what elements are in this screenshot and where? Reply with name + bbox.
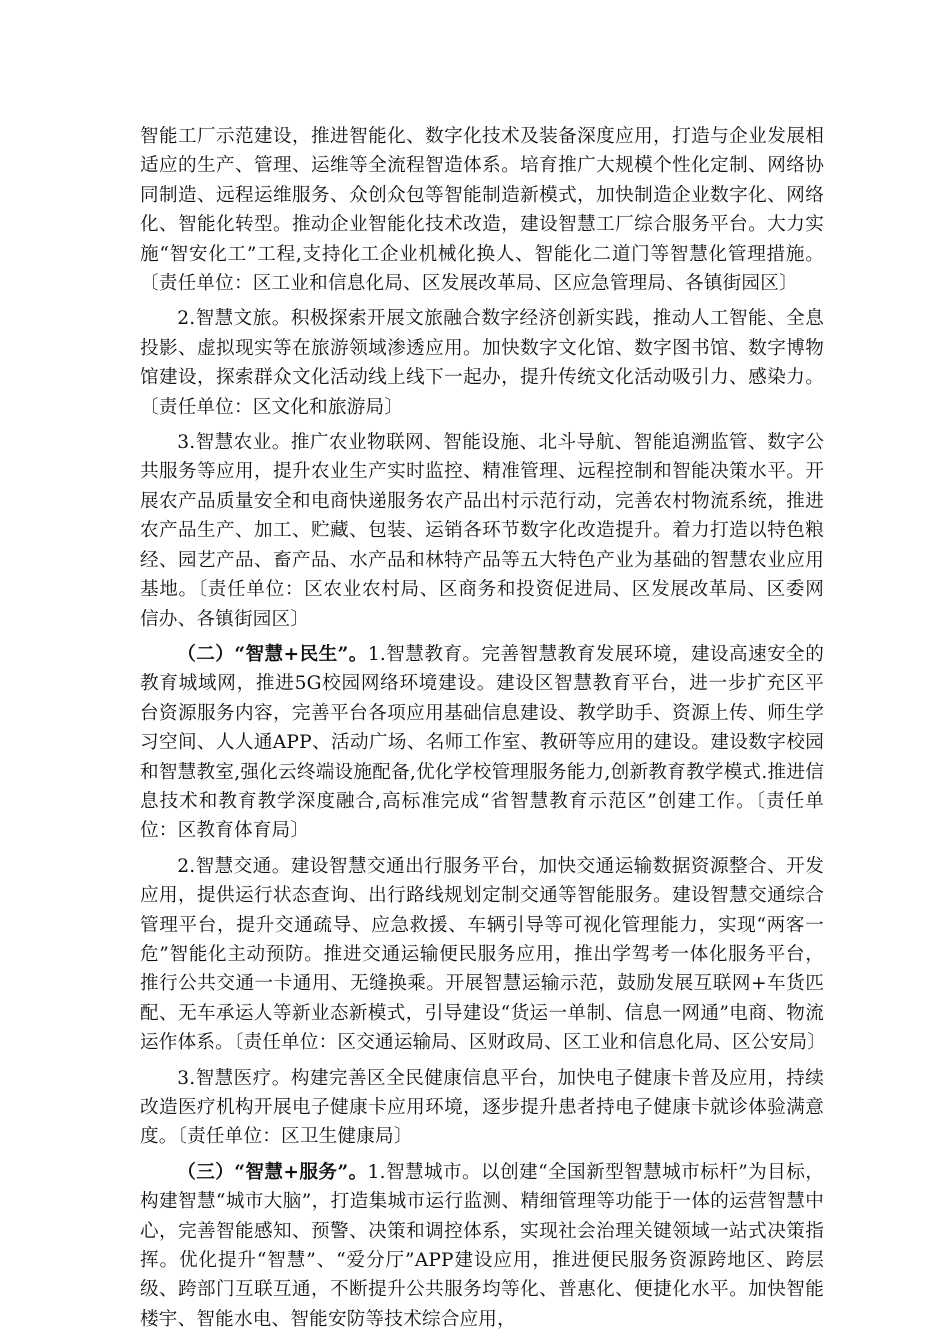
paragraph-text: 智能工厂示范建设，推进智能化、数字化技术及装备深度应用，打造与企业发展相适应的生产、管理、运维等全流程智造体系。培育推广大规模个性化定制、网络协同制造、远程运维服务、众创众包等智能制造新模式，加快制造企业数字化、网络化、智能化转型。推动企业智能化技术改造，建设智慧工厂综合服务平台。大力实施“智安化工”工程,支持化工企业机械化换人、智能化二道门等智慧化管理措施。〔责任单位：区工业和信息化局、区发展改革局、区应急管理局、各镇街园区〕 (140, 126, 824, 295)
paragraph-text: 3.智慧医疗。构建完善区全民健康信息平台，加快电子健康卡普及应用，持续改造医疗机构开展电子健康卡应用环境，逐步提升患者持电子健康卡就诊体验满意度。〔责任单位：区卫生健康局〕 (140, 1067, 824, 1148)
paragraph-text: 2.智慧交通。建设智慧交通出行服务平台，加快交通运输数据资源整合、开发应用，提供运行状态查询、出行路线规划定制交通等智能服务。建设智慧交通综合管理平台，提升交通疏导、应急救援、车辆引导等可视化管理能力，实现“两客一危”智能化主动预防。推进交通运输便民服务应用，推出学驾考一体化服务平台，推行公共交通一卡通用、无缝换乘。开展智慧运输示范，鼓励发展互联网+车货匹配、无车承运人等新业态新模式，引导建设“货运一单制、信息一网通”电商、物流运作体系。〔责任单位：区交通运输局、区财政局、区工业和信息化局、区公安局〕 (140, 855, 827, 1054)
paragraph-1 (140, 122, 824, 298)
paragraph-text: 2.智慧文旅。积极探索开展文旅融合数字经济创新实践，推动人工智能、全息投影、虚拟现实等在旅游领域渗透应用。加快数字文化馆、数字图书馆、数字博物馆建设，探索群众文化活动线上线下一起办，提升传统文化活动吸引力、感染力。〔责任单位：区文化和旅游局〕 (140, 308, 824, 418)
paragraph-text: 1.智慧城市。以创建“全国新型智慧城市标杆”为目标，构建智慧“城市大脑”，打造集城市运行监测、精细管理等功能于一体的运营智慧中心，完善智能感知、预警、决策和调控体系，实现社会治理关键领域一站式决策指挥。优化提升“智慧”、“爱分厅”APP建设应用，推进便民服务资源跨地区、跨层级、跨部门互联互通，不断提升公共服务均等化、普惠化、便捷化水平。加快智能楼宇、智能水电、智能安防等技术综合应用， (140, 1161, 825, 1330)
paragraph-7 (140, 1158, 824, 1334)
paragraph-3 (140, 428, 824, 634)
paragraph-5 (140, 852, 827, 1058)
paragraph-text: 3.智慧农业。推广农业物联网、智能设施、北斗导航、智能追溯监管、数字公共服务等应用，提升农业生产实时监控、精准管理、远程控制和智能决策水平。开展农产品质量安全和电商快递服务农产品出村示范行动，完善农村物流系统，推进农产品生产、加工、贮藏、包装、运销各环节数字化改造提升。着力打造以特色粮经、园艺产品、畜产品、水产品和林特产品等五大特色产业为基础的智慧农业应用基地。〔责任单位：区农业农村局、区商务和投资促进局、区发展改革局、区委网信办、各镇街园区〕 (140, 432, 824, 630)
document-page (140, 122, 827, 1334)
section-heading: （三）“智慧+服务”。 (177, 1161, 368, 1183)
paragraph-4 (140, 640, 824, 846)
section-heading: （二）“智慧+民生”。 (177, 643, 368, 665)
paragraph-text: 1.智慧教育。完善智慧教育发展环境，建设高速安全的教育城域网，推进5G校园网络环境建设。建设区智慧教育平台，进一步扩充区平台资源服务内容，完善平台各项应用基础信息建设、教学助手、资源上传、师生学习空间、人人通APP、活动广场、名师工作室、教研等应用的建设。建设数字校园和智慧教室,强化云终端设施配备,优化学校管理服务能力,创新教育教学模式.推进信息技术和教育教学深度融合,高标准完成“省智慧教育示范区”创建工作。〔责任单位：区教育体育局〕 (140, 643, 824, 842)
paragraph-6 (140, 1064, 824, 1152)
paragraph-2 (140, 304, 824, 422)
